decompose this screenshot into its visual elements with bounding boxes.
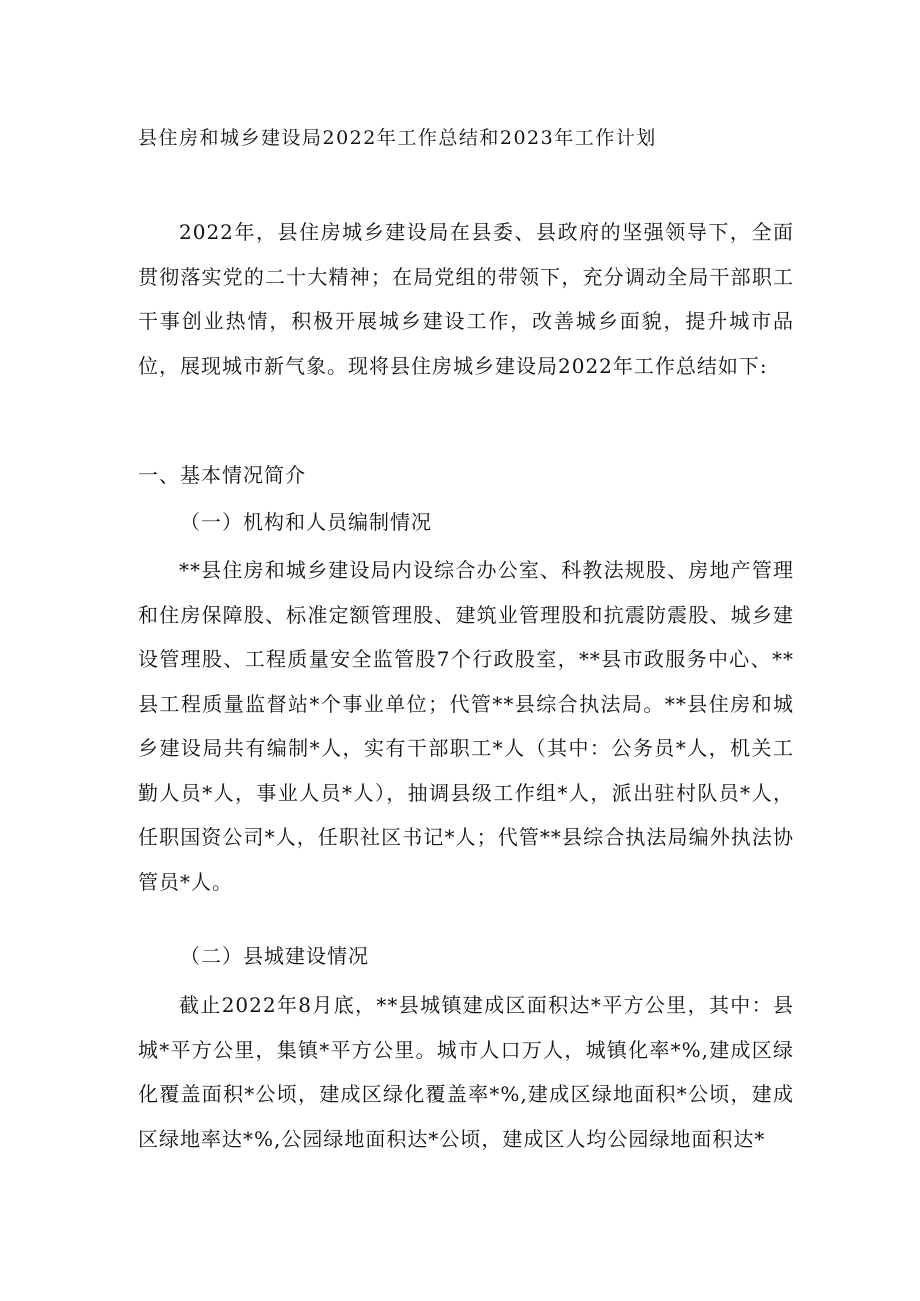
subsection-heading-organization: （一）机构和人员编制情况 <box>180 510 432 534</box>
organization-paragraph: **县住房和城乡建设局内设综合办公室、科教法规股、房地产管理和住房保障股、标准定额管理股、建筑业管理股和抗震防震股、城乡建设管理股、工程质量安全监管股7个行政股室，**县市政服务中心、**县工程质量监督站*个事业单位；代管**县综合执法局。**县住房和城乡建设局共有编制*人，实有干部职工*人（其中：公务员*人，机关工勤人员*人，事业人员*人），抽调县级工作组*人，派出驻村队员*人，任职国资公司*人，任职社区书记*人；代管**县综合执法局编外执法协管员*人。 <box>138 558 794 894</box>
intro-paragraph: 2022年，县住房城乡建设局在县委、县政府的坚强领导下，全面贯彻落实党的二十大精神；在局党组的带领下，充分调动全局干部职工干事创业热情，积极开展城乡建设工作，改善城乡面貌，提升城市品位，展现城市新气象。现将县住房城乡建设局2022年工作总结如下: <box>138 220 794 378</box>
document-title: 县住房和城乡建设局2022年工作总结和2023年工作计划 <box>138 127 657 149</box>
county-construction-paragraph: 截止2022年8月底，**县城镇建成区面积达*平方公里，其中：县城*平方公里，集镇*平方公里。城市人口万人，城镇化率*%,建成区绿化覆盖面积*公顷，建成区绿化覆盖率*%,建成区绿地面积*公顷，建成区绿地率达*%,公园绿地面积达*公顷，建成区人均公园绿地面积达* <box>138 993 794 1151</box>
subsection-heading-county-construction: （二）县城建设情况 <box>180 944 369 968</box>
section-heading-basic-info: 一、基本情况简介 <box>138 463 306 487</box>
